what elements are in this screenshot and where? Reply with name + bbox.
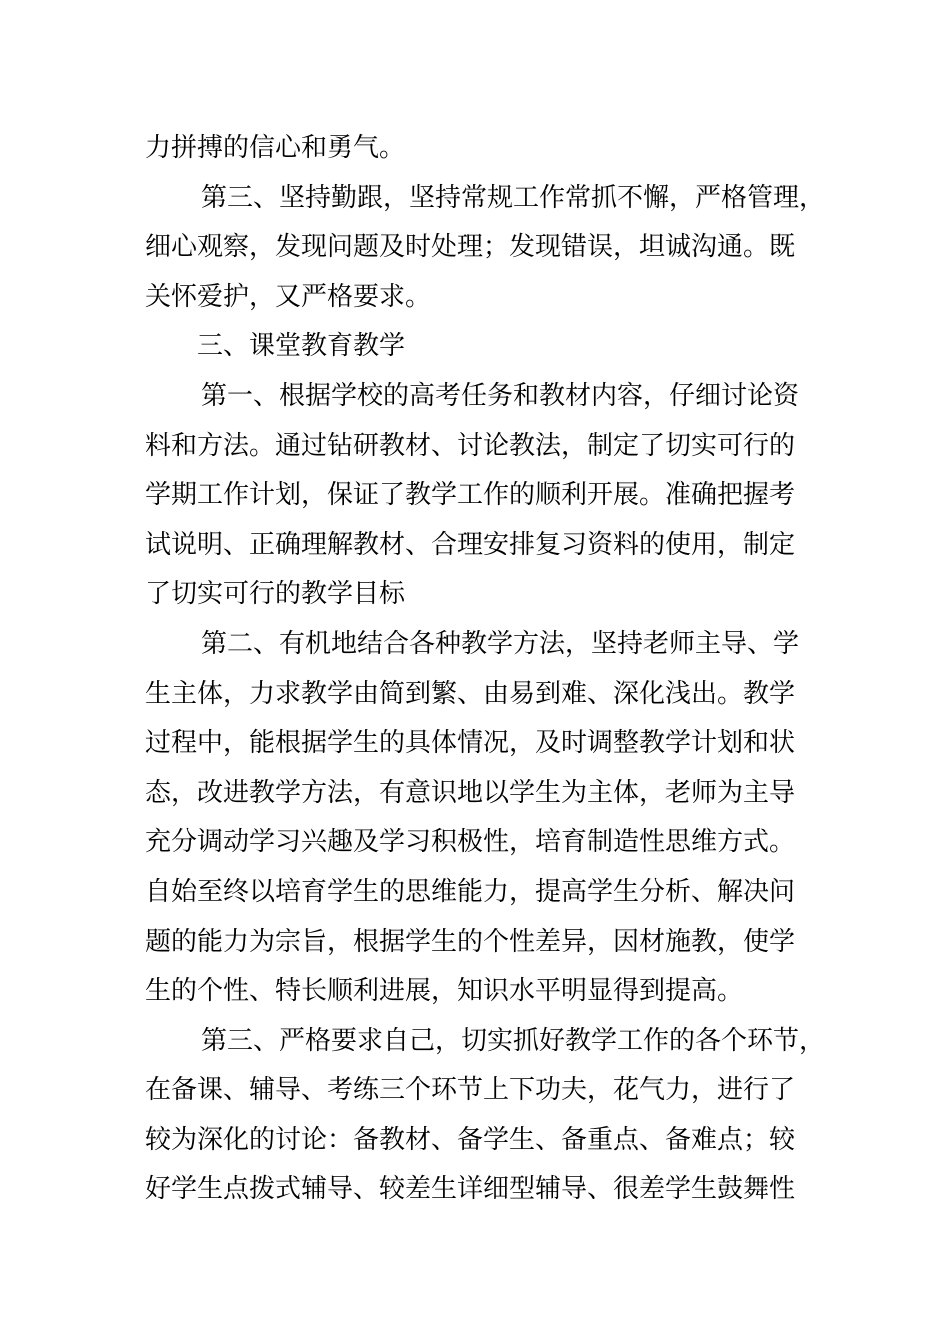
paragraph-first-line: 第一、根据学校的高考任务和教材内容，仔细讨论资 [201,380,800,411]
text-line: 生的个性、特长顺利进展，知识水平明显得到提高。 [145,976,744,1007]
text-line: 好学生点拨式辅导、较差生详细型辅导、很差学生鼓舞性 [145,1174,796,1205]
text-line: 料和方法。通过钻研教材、讨论教法，制定了切实可行的 [145,430,796,461]
text-line: 细心观察，发现问题及时处理；发现错误，坦诚沟通。既 [145,232,796,263]
text-line: 态，改进教学方法，有意识地以学生为主体，老师为主导 [145,777,796,808]
text-line: 过程中，能根据学生的具体情况，及时调整教学计划和状 [145,728,796,759]
text-line: 力拼搏的信心和勇气。 [145,133,406,163]
text-line: 学期工作计划，保证了教学工作的顺利开展。准确把握考 [145,480,796,511]
text-line: 较为深化的讨论：备教材、备学生、备重点、备难点；较 [145,1124,796,1155]
text-line: 关怀爱护，又严格要求。 [145,281,432,312]
section-heading: 三、课堂教育教学 [197,331,406,362]
paragraph-first-line: 第二、有机地结合各种教学方法，坚持老师主导、学 [201,628,800,659]
text-line: 生主体，力求教学由简到繁、由易到难、深化浅出。教学 [145,678,796,709]
text-line: 在备课、辅导、考练三个环节上下功夫，花气力，进行了 [145,1075,796,1106]
text-line: 了切实可行的教学目标 [145,579,406,610]
text-line: 充分调动学习兴趣及学习积极性，培育制造性思维方式。 [145,827,796,858]
paragraph-first-line: 第三、坚持勤跟，坚持常规工作常抓不懈，严格管理， [201,182,826,213]
text-line: 试说明、正确理解教材、合理安排复习资料的使用，制定 [145,529,796,560]
text-line: 自始至终以培育学生的思维能力，提高学生分析、解决问 [145,876,796,907]
document-body [145,124,826,1215]
paragraph-first-line: 第三、严格要求自己，切实抓好教学工作的各个环节， [201,1025,826,1056]
text-line: 题的能力为宗旨，根据学生的个性差异，因材施教，使学 [145,926,796,957]
